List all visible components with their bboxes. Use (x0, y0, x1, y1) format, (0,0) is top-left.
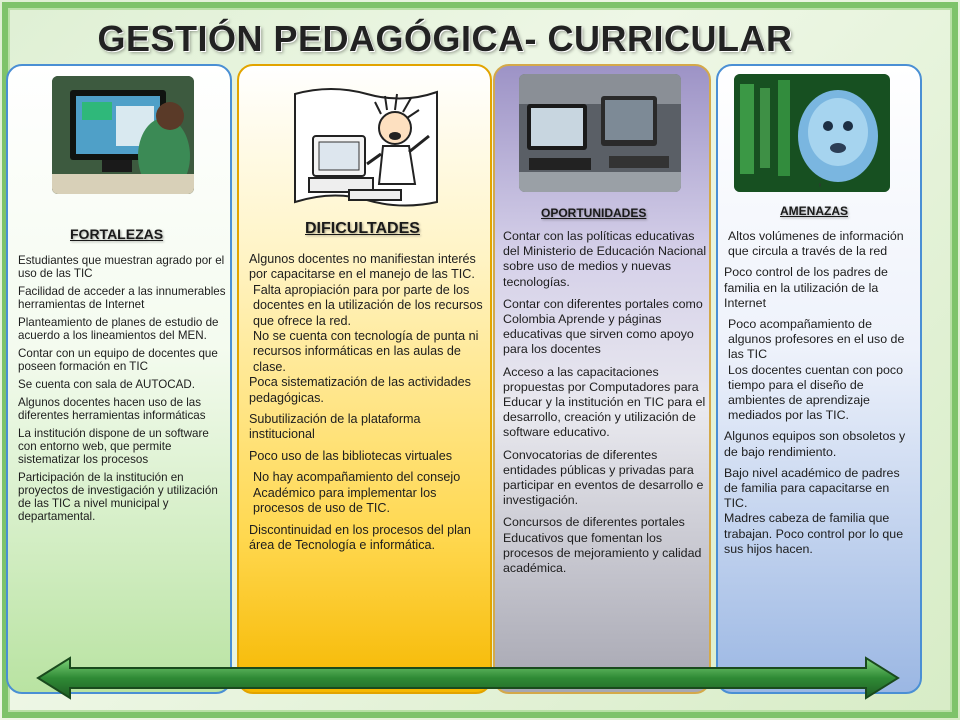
stressed-man-cartoon-icon (291, 84, 441, 210)
column-dificultades (237, 64, 492, 694)
list-item: La institución dispone de un software con entorno web, que permite sistematizar los procesos (18, 427, 209, 466)
list-item: Algunos docentes no manifiestan interés por capacitarse en el manejo de las TIC. (249, 252, 476, 282)
computer-photo-icon (52, 76, 194, 194)
list-item: Concursos de diferentes portales Educativos que fomentan los procesos de mejoramiento y calidad académica. (503, 515, 702, 576)
list-item: Poco acompañamiento de algunos profesores en el uso de las TIC (728, 317, 905, 362)
child-screen-photo-icon (734, 74, 890, 192)
list-item: Poco control de los padres de familia en la utilización de la Internet (724, 265, 888, 310)
list-item: Facilidad de acceder a las innumerables herramientas de Internet (18, 285, 226, 311)
fortalezas-list (18, 254, 228, 528)
list-item: Algunos docentes hacen uso de las diferentes herramientas informáticas (18, 396, 206, 422)
list-item: Participación de la institución en proyectos de investigación y utilización de las TIC a nivel municipal y departamental. (18, 471, 218, 523)
list-item: Subutilización de la plataforma institucional (249, 412, 421, 442)
list-item: No hay acompañamiento del consejo Académico para implementar los procesos de uso de TIC. (253, 470, 461, 516)
list-item: Contar con un equipo de docentes que poseen formación en TIC (18, 347, 218, 373)
list-item: Algunos equipos son obsoletos y de bajo rendimiento. (724, 429, 906, 459)
amenazas-heading: AMENAZAS (780, 204, 848, 218)
list-item: Altos volúmenes de información que circula a través de la red (728, 229, 904, 259)
column-amenazas (716, 64, 922, 694)
oportunidades-heading: OPORTUNIDADES (541, 206, 647, 220)
list-item: Contar con diferentes portales como Colombia Aprende y páginas educativas que sirven como apoyo para los docentes (503, 296, 703, 357)
computer-lab-photo-icon (519, 74, 681, 192)
list-item: Convocatorias de diferentes entidades públicas y privadas para participar en eventos de desarrollo e investigación. (503, 447, 704, 508)
oportunidades-list (503, 229, 707, 583)
list-item: Acceso a las capacitaciones propuestas por Computadores para Educar y la institución en TIC para el desarrollo, creación y utilización de software educativo. (503, 364, 706, 440)
dificultades-heading: DIFICULTADES (305, 220, 420, 237)
list-item: Bajo nivel académico de padres de familia para capacitarse en TIC. (724, 465, 900, 511)
list-item: Planteamiento de planes de estudio de acuerdo a los lineamientos del MEN. (18, 316, 219, 342)
list-item: Se cuenta con sala de AUTOCAD. (18, 378, 196, 391)
page-title: GESTIÓN PEDAGÓGICA- CURRICULAR (97, 18, 793, 59)
list-item: Falta apropiación para por parte de los docentes en la utilización de los recursos que ofrece la red. (253, 282, 483, 328)
list-item: Discontinuidad en los procesos del plan área de Tecnología e informática. (249, 522, 471, 552)
decorative-dot: , (818, 172, 822, 188)
column-fortalezas (6, 64, 232, 694)
list-item: Los docentes cuentan con poco tiempo para el diseño de ambientes de aprendizaje mediados por las TIC. (728, 362, 903, 423)
amenazas-list (724, 229, 914, 563)
column-oportunidades (493, 64, 711, 694)
double-arrow-icon (36, 656, 900, 700)
list-item: Contar con las políticas educativas del Ministerio de Educación Nacional sobre uso de medios y nuevas tecnologías. (503, 229, 707, 289)
list-item: Estudiantes que muestran agrado por el uso de las TIC (18, 254, 225, 280)
list-item: Madres cabeza de familia que trabajan. Poco control por lo que sus hijos hacen. (724, 511, 904, 556)
list-item: Poca sistematización de las actividades pedagógicas. (249, 375, 471, 405)
list-item: Poco uso de las bibliotecas virtuales (249, 448, 453, 463)
list-item: No se cuenta con tecnología de punta ni recursos informáticas en las aulas de clase. (253, 329, 479, 374)
dificultades-list (249, 252, 483, 559)
fortalezas-heading: FORTALEZAS (70, 226, 164, 242)
